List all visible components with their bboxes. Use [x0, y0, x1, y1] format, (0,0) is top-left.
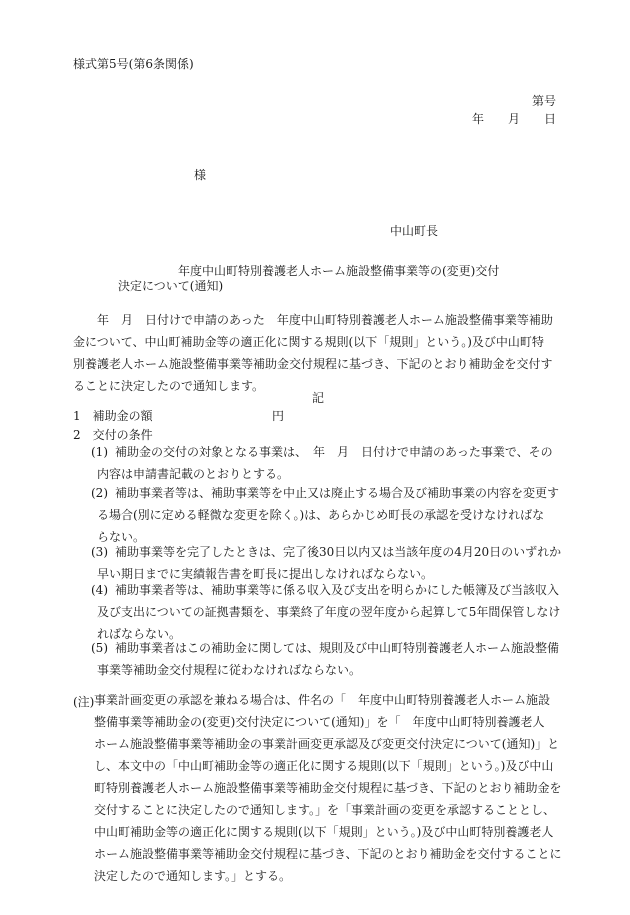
note-line: 町特別養護老人ホーム施設整備事業等補助金交付規程に基づき、下記のとおり補助金を [94, 781, 562, 795]
item1-unit: 円 [272, 409, 285, 423]
note-line: ホーム施設整備事業等補助金交付規程に基づき、下記のとおり補助金を交付することに [94, 847, 562, 861]
condition-line: 補助事業等を完了したときは、完了後30日以内又は当該年度の4月20日のいずれか [115, 545, 562, 559]
issue-date: 年 月 日 [471, 112, 556, 126]
body-line: 金について、中山町補助金等の適正化に関する規則(以下「規則」という。)及び中山町特 [73, 335, 544, 349]
condition-line: 及び支出についての証拠書類を、事業終了年度の翌年度から起算して5年間保管しなけ [97, 605, 561, 619]
note-line: 事業計画変更の承認を兼ねる場合は、件名の「 年度中山町特別養護老人ホーム施設 [94, 693, 551, 707]
note-line: し、本文中の「中山町補助金等の適正化に関する規則(以下「規則」という。)及び中山 [94, 759, 554, 773]
note-line: 整備事業等補助金の(変更)交付決定について(通知)」を「 年度中山町特別養護老人 [94, 715, 545, 729]
note-label: (注) [73, 695, 95, 709]
condition-line: 内容は申請書記載のとおりとする。 [97, 467, 290, 481]
condition-line: 補助金の交付の対象となる事業は、 年 月 日付けで申請のあった事業で、その [115, 445, 553, 459]
body-line: ることに決定したので通知します。 [73, 379, 265, 393]
note-line: 交付することに決定したので通知します。」を「事業計画の変更を承認することとし、 [94, 803, 556, 817]
document-title-line1: 年度中山町特別養護老人ホーム施設整備事業等の(変更)交付 [178, 264, 500, 278]
note-line: ホーム施設整備事業等補助金の事業計画変更承認及び変更交付決定について(通知)」と [94, 737, 560, 751]
condition-number: (4) [91, 583, 108, 597]
note-text [94, 689, 562, 887]
issuer-name: 中山町長 [390, 224, 439, 238]
condition-number: (2) [91, 486, 108, 500]
ki-heading: 記 [312, 391, 325, 405]
condition-line: る場合(別に定める軽微な変更を除く。)は、あらかじめ町長の承認を受けなければな [97, 508, 545, 522]
note-line: 中山町補助金等の適正化に関する規則(以下「規則」という。)及び中山町特別養護老人 [94, 825, 554, 839]
condition-line: 補助事業者はこの補助金に関しては、規則及び中山町特別養護老人ホーム施設整備 [115, 641, 560, 655]
condition-text [97, 441, 553, 485]
form-id: 様式第5号(第6条関係) [73, 57, 194, 71]
condition-text [97, 579, 560, 645]
condition-line: 補助事業者等は、補助事業等を中止又は廃止する場合及び補助事業の内容を変更す [115, 486, 560, 500]
condition-number: (1) [91, 445, 108, 459]
condition-text [97, 637, 559, 681]
condition-line: らない。 [97, 530, 146, 544]
item1-label: 1 補助金の額 [73, 409, 153, 423]
condition-line: 事業等補助金交付規程に従わなければならない。 [97, 663, 362, 677]
condition-number: (3) [91, 545, 108, 559]
body-line: 年 月 日付けで申請のあった 年度中山町特別養護老人ホーム施設整備事業等補助 [97, 313, 553, 327]
condition-number: (5) [91, 641, 108, 655]
condition-line: 補助事業者等は、補助事業等に係る収入及び支出を明らかにした帳簿及び当該収入 [115, 583, 560, 597]
document-title-line2: 決定について(通知) [118, 279, 224, 293]
condition-text [97, 482, 559, 548]
condition-line: 早い期日までに実績報告書を町長に提出しなければならない。 [97, 567, 434, 581]
body-paragraph [73, 309, 553, 397]
document-number: 第号 [531, 94, 556, 108]
item2-label: 2 交付の条件 [73, 428, 153, 442]
body-line: 別養護老人ホーム施設整備事業等補助金交付規程に基づき、下記のとおり補助金を交付す [73, 357, 553, 371]
note-line: 決定したので通知します。」とする。 [94, 869, 292, 883]
condition-line: ればならない。 [97, 627, 182, 641]
addressee-suffix: 様 [194, 168, 207, 182]
